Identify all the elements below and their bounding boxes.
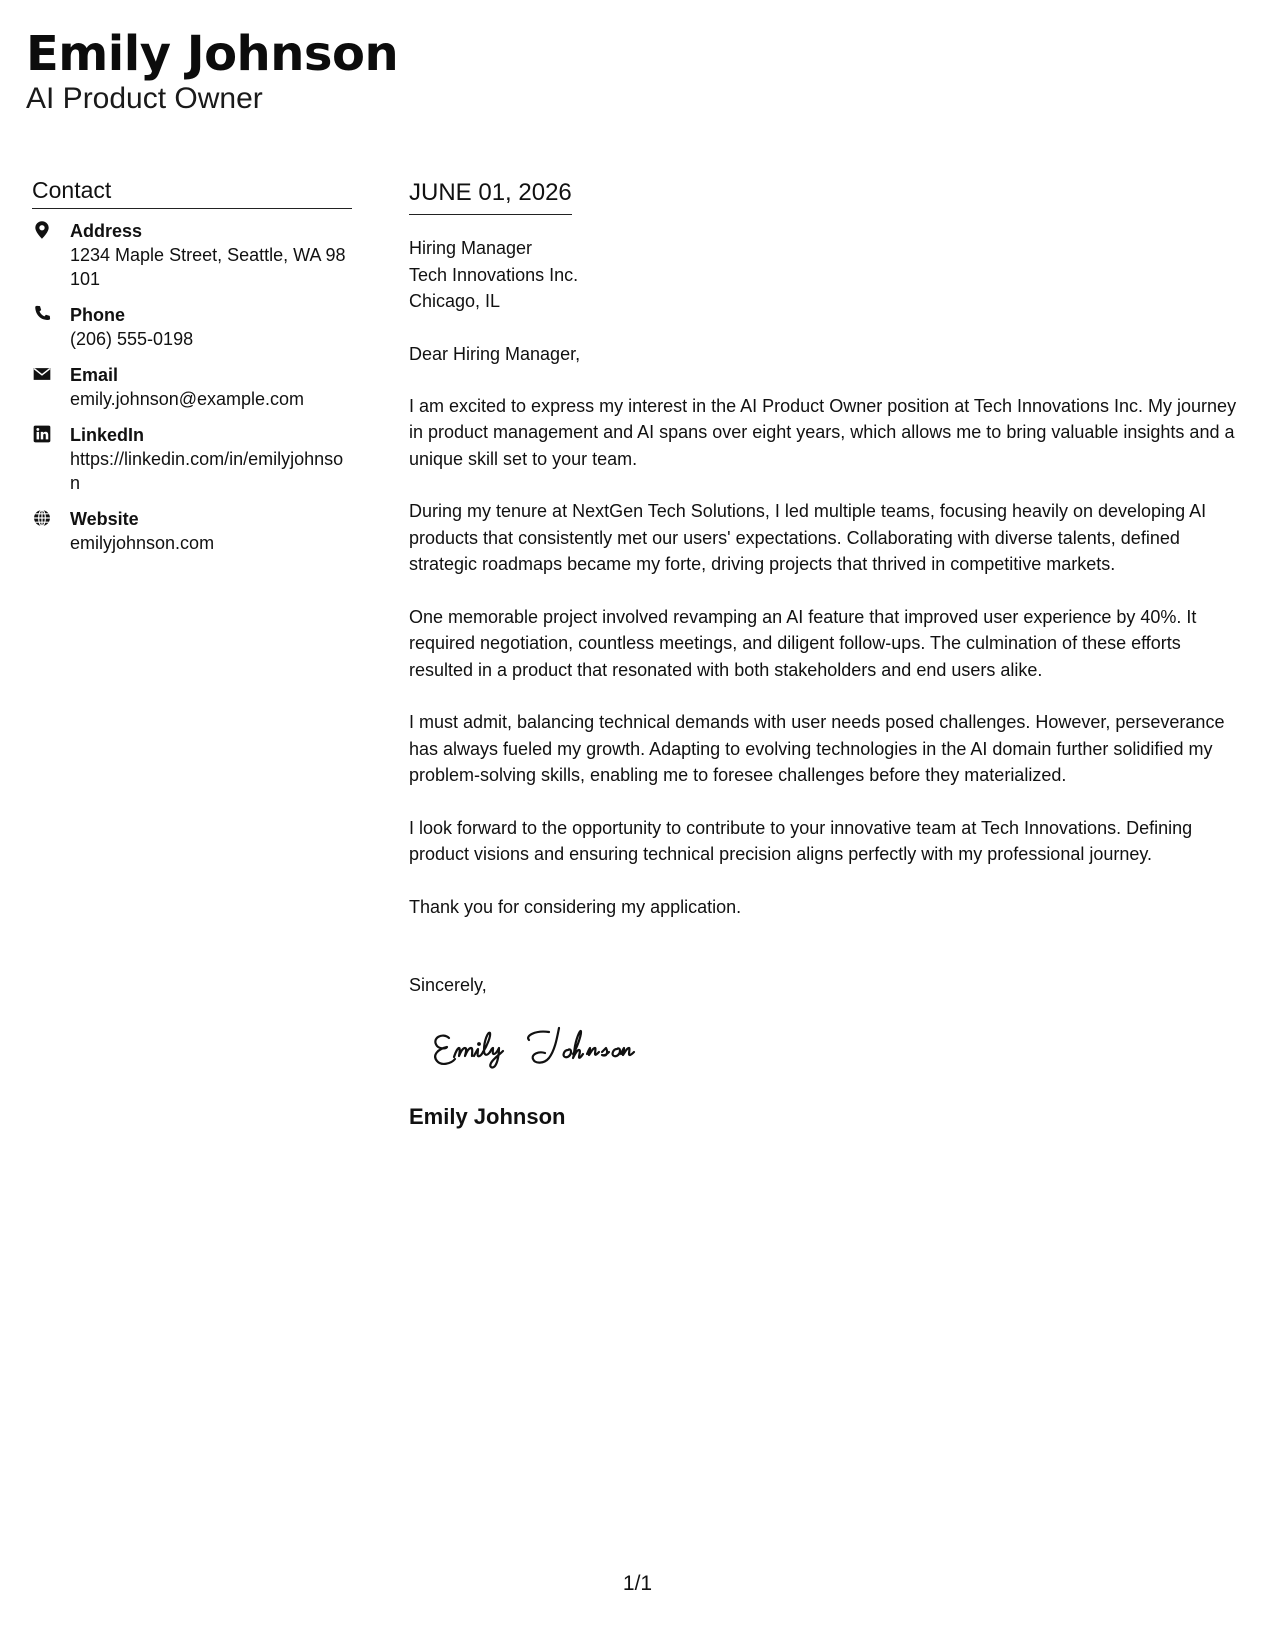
- contact-label: Email: [70, 365, 119, 385]
- contact-item-address: [32, 219, 352, 291]
- contact-value: (206) 555-0198: [70, 329, 194, 349]
- contact-heading: Contact: [32, 176, 352, 209]
- letter-paragraph: I look forward to the opportunity to contribute to your innovative team at Tech Innovations. Defining product visions and ensuring technical precision aligns perfectly with my professional journey.: [409, 817, 1193, 864]
- applicant-role: AI Product Owner: [26, 82, 263, 115]
- linkedin-icon: [32, 424, 54, 446]
- closing: Sincerely,: [409, 975, 487, 995]
- recipient-line: Hiring Manager: [409, 238, 533, 258]
- recipient-line: Tech Innovations Inc.: [409, 264, 579, 285]
- letter-paragraph: One memorable project involved revamping an AI feature that improved user experience by 40%. It required negotiation, countless meetings, and diligent follow-ups. The culmination of these efforts resulted in a product that resonated with both stakeholders and end users alike.: [409, 606, 1197, 680]
- letter-paragraph: During my tenure at NextGen Tech Solutions, I led multiple teams, focusing heavily on developing AI products that consistently met our users' expectations. Collaborating with diverse talents, defined strategic roadmaps became my forte, driving projects that thrived in competitive markets.: [409, 501, 1207, 574]
- contact-item-website: [32, 507, 352, 555]
- recipient-block: [409, 235, 1243, 315]
- page-number: 1/1: [622, 1572, 653, 1595]
- contact-label: Phone: [70, 305, 126, 325]
- letter-paragraph: I am excited to express my interest in the AI Product Owner position at Tech Innovations Inc. My journey in product management and AI spans over eight years, which allows me to bring valuable insights and a unique skill set to your team.: [409, 395, 1237, 469]
- contact-value[interactable]: https://linkedin.com/in/emilyjohnson: [70, 449, 344, 493]
- contact-value: 1234 Maple Street, Seattle, WA 98101: [70, 245, 346, 289]
- contact-sidebar: [32, 176, 352, 567]
- phone-icon: [32, 304, 54, 326]
- contact-item-linkedin: [32, 423, 352, 495]
- contact-label: Address: [70, 221, 143, 241]
- contact-label: Website: [70, 509, 139, 529]
- map-pin-icon: [32, 220, 54, 242]
- globe-icon: [32, 508, 54, 530]
- signer-name: Emily Johnson: [409, 1104, 566, 1129]
- letter-paragraph: Thank you for considering my application.: [409, 896, 742, 917]
- contact-value[interactable]: emily.johnson@example.com: [70, 389, 305, 409]
- envelope-icon: [32, 364, 54, 386]
- contact-label: LinkedIn: [70, 425, 145, 445]
- letter-body: [409, 178, 1243, 1131]
- letter-date: JUNE 01, 2026: [409, 178, 572, 215]
- recipient-line: Chicago, IL: [409, 291, 501, 311]
- salutation: Dear Hiring Manager,: [409, 343, 581, 364]
- applicant-name: Emily Johnson: [26, 26, 399, 82]
- handwritten-signature: [427, 1016, 667, 1076]
- contact-item-phone: [32, 303, 352, 351]
- header: [26, 26, 398, 116]
- contact-item-email: [32, 363, 352, 411]
- letter-paragraph: I must admit, balancing technical demands with user needs posed challenges. However, perseverance has always fueled my growth. Adapting to evolving technologies in the AI domain further solidified my problem-solving skills, enabling me to foresee challenges before they materialized.: [409, 712, 1225, 785]
- contact-value[interactable]: emilyjohnson.com: [70, 533, 215, 553]
